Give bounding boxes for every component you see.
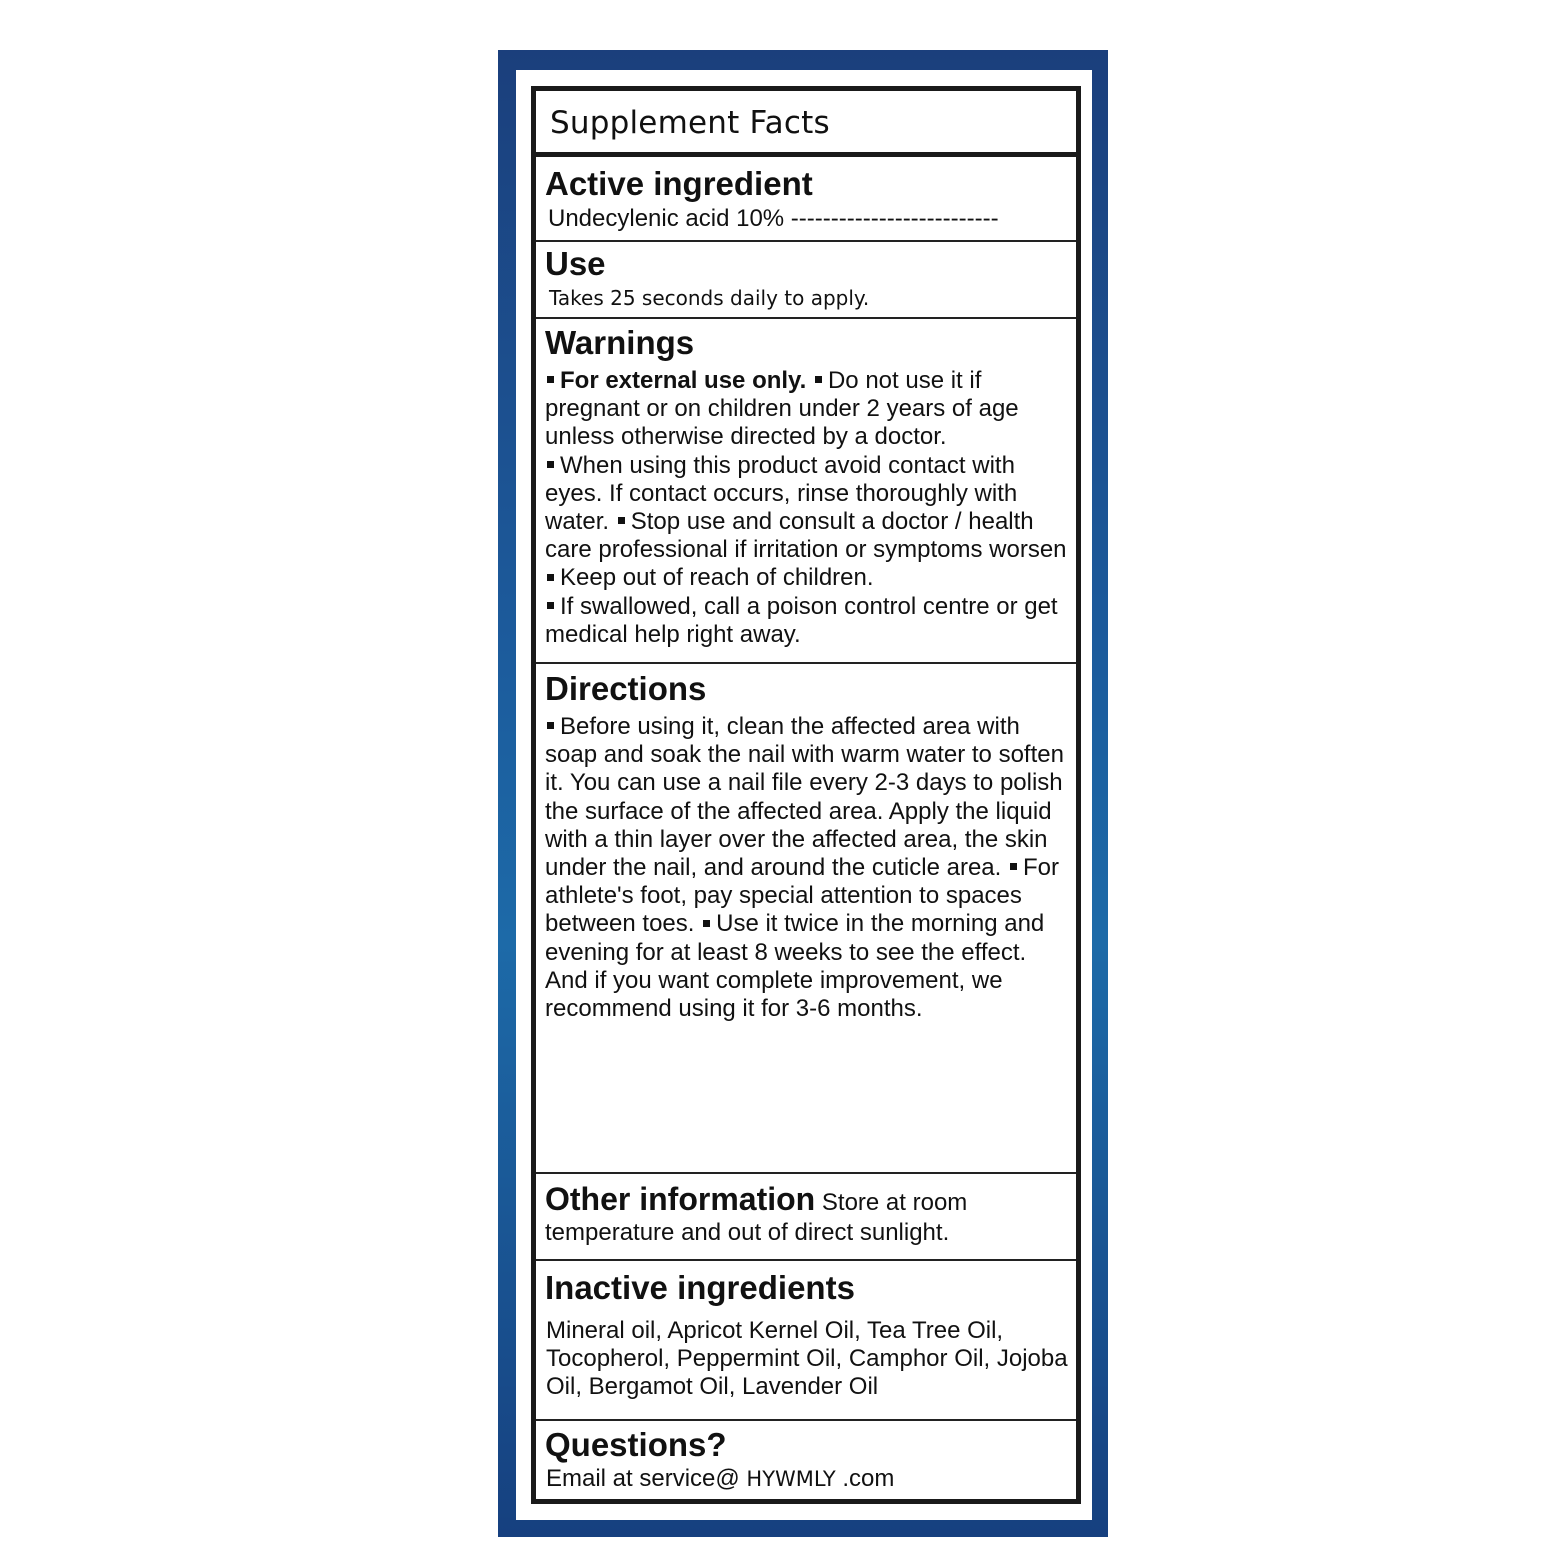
panel-title: Supplement Facts bbox=[550, 105, 830, 141]
warning-eyes: When using this product avoid contact with eyes. If contact occurs, rinse thoroughly with water. bbox=[545, 451, 1018, 536]
bullet-icon bbox=[547, 461, 554, 468]
bullet-icon bbox=[618, 517, 625, 524]
bullet-icon bbox=[703, 920, 710, 927]
directions-section bbox=[536, 664, 1076, 1174]
warning-swallowed: If swallowed, call a poison control centre or get medical help right away. bbox=[545, 592, 1058, 648]
other-heading: Other information bbox=[545, 1181, 816, 1217]
brand-name: HYWMLY bbox=[746, 1467, 836, 1491]
other-text bbox=[545, 1181, 1072, 1248]
direction-clean: Before using it, clean the affected area with soap and soak the nail with warm water to soften it. bbox=[545, 713, 1064, 797]
email-prefix: Email at service@ bbox=[546, 1465, 740, 1492]
direction-file: You can use a nail file every 2-3 days to polish the surface of the affected area. Apply the liquid with a thin layer over the affected area, the skin under the nail, and around the cuticle area. bbox=[545, 769, 1063, 882]
warnings-section bbox=[536, 319, 1076, 664]
questions-section bbox=[536, 1421, 1076, 1499]
bullet-icon bbox=[547, 722, 554, 729]
questions-heading: Questions? bbox=[545, 1426, 727, 1463]
bullet-icon bbox=[815, 376, 822, 383]
directions-heading: Directions bbox=[545, 670, 707, 707]
email-suffix: .com bbox=[842, 1465, 895, 1492]
inactive-heading: Inactive ingredients bbox=[545, 1269, 855, 1306]
directions-text bbox=[545, 713, 1074, 1023]
bullet-icon bbox=[547, 376, 554, 383]
warning-external: For external use only. bbox=[560, 367, 807, 394]
supplement-facts-panel bbox=[531, 86, 1081, 1504]
use-heading: Use bbox=[545, 245, 606, 282]
other-body: Store at room temperature and out of direct sunlight. bbox=[545, 1189, 968, 1246]
warning-stop-use: Stop use and consult a doctor / health care professional if irritation or symptoms worsen bbox=[545, 508, 1067, 564]
active-ingredient-section bbox=[536, 157, 1076, 242]
warnings-heading: Warnings bbox=[545, 324, 695, 361]
direction-athletes-foot: For athlete's foot, pay special attention to spaces between toes. bbox=[545, 854, 1059, 938]
direction-twice-daily: Use it twice in the morning and evening for at least 8 weeks to see the effect. And if you want complete improvement, we recommend using it for 3-6 months. bbox=[545, 910, 1045, 1023]
title-section bbox=[536, 91, 1076, 157]
bullet-icon bbox=[547, 602, 554, 609]
active-line: Undecylenic acid 10% -------------------------- bbox=[548, 205, 999, 232]
active-heading: Active ingredient bbox=[545, 165, 813, 202]
bullet-icon bbox=[547, 574, 554, 581]
inactive-list: Mineral oil, Apricot Kernel Oil, Tea Tree Oil, Tocopherol, Peppermint Oil, Camphor Oil, Jojoba Oil, Bergamot Oil, Lavender Oil bbox=[546, 1317, 1068, 1401]
contact-email bbox=[546, 1465, 1072, 1493]
bullet-icon bbox=[1010, 863, 1017, 870]
warning-pregnant: Do not use it if pregnant or on children under 2 years of age unless otherwise directed by a doctor. bbox=[545, 367, 1019, 451]
other-information-section bbox=[536, 1174, 1076, 1261]
use-section bbox=[536, 242, 1076, 319]
warnings-text bbox=[545, 367, 1072, 649]
warning-children: Keep out of reach of children. bbox=[560, 564, 874, 592]
use-line: Takes 25 seconds daily to apply. bbox=[549, 286, 870, 310]
inactive-ingredients-section bbox=[536, 1261, 1076, 1421]
